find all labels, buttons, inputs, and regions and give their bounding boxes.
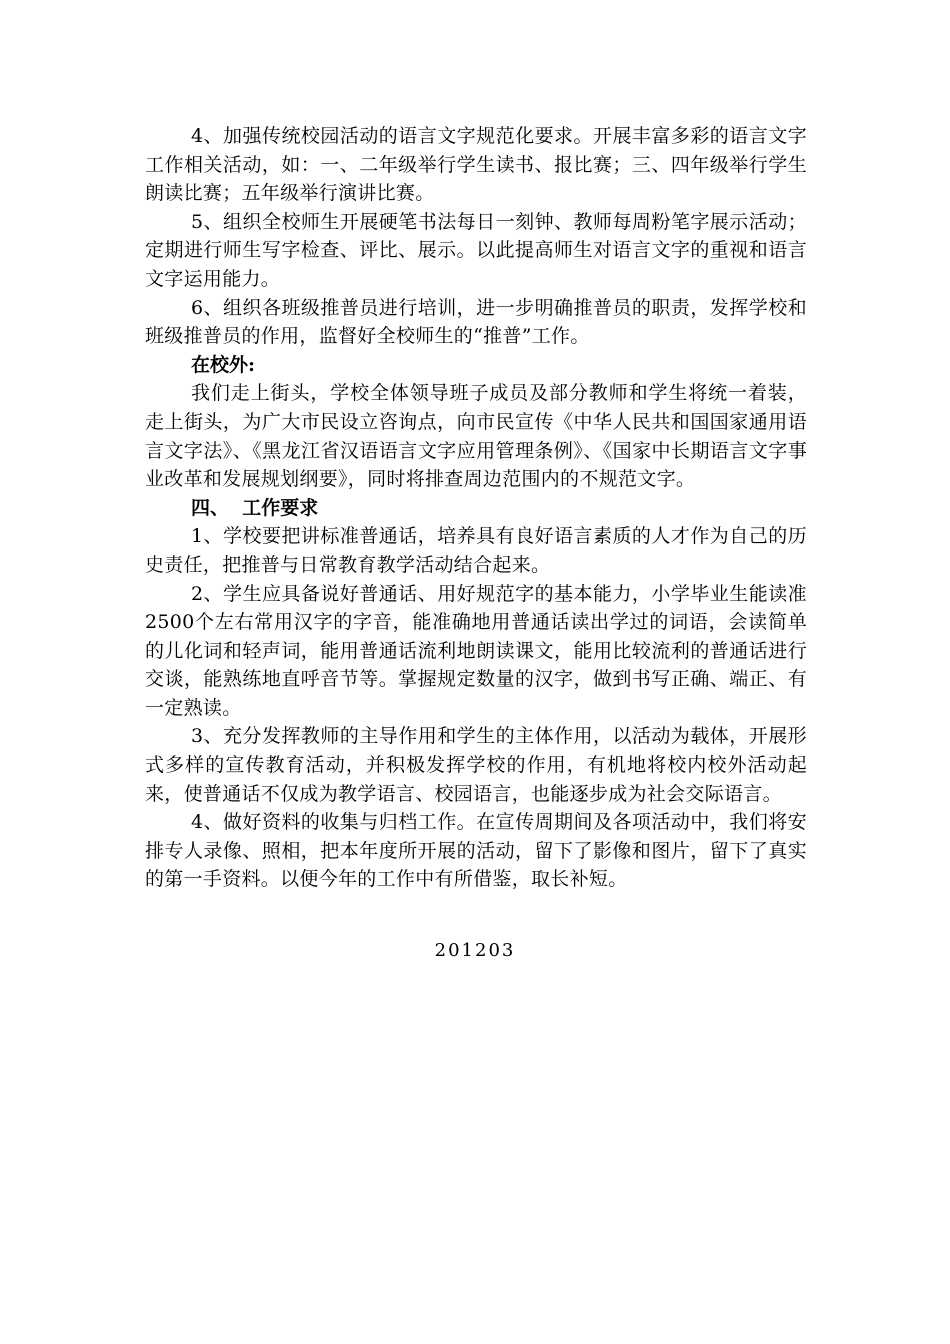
paragraph-item-6: 6、组织各班级推普员进行培训，进一步明确推普员的职责，发挥学校和班级推普员的作用，监督好全校师生的“推普”工作。 bbox=[145, 296, 807, 348]
paragraph-item-5: 5、组织全校师生开展硬笔书法每日一刻钟、教师每周粉笔字展示活动；定期进行师生写字检查、评比、展示。以此提高师生对语言文字的重视和语言文字运用能力。 bbox=[145, 210, 807, 290]
requirement-item-3: 3、充分发挥教师的主导作用和学生的主体作用，以活动为载体，开展形式多样的宣传教育活动，并积极发挥学校的作用，有机地将校内校外活动起来，使普通话不仅成为教学语言、校园语言，也能逐步成为社会交际语言。 bbox=[145, 725, 807, 805]
paragraph-item-4: 4、加强传统校园活动的语言文字规范化要求。开展丰富多彩的语言文字工作相关活动，如：一、二年级举行学生读书、报比赛；三、四年级举行学生朗读比赛；五年级举行演讲比赛。 bbox=[145, 125, 807, 205]
subheading-outside-school: 在校外: bbox=[191, 353, 256, 376]
requirement-item-1: 1、学校要把讲标准普通话，培养具有良好语言素质的人才作为自己的历史责任，把推普与日常教育教学活动结合起来。 bbox=[145, 525, 807, 576]
requirement-item-2: 2、学生应具备说好普通话、用好规范字的基本能力，小学毕业生能读准2500个左右常用汉字的字音，能准确地用普通话读出学过的词语，会读简单的儿化词和轻声词，能用普通话流利地朗读课文，能用比较流利的普通话进行交谈，能熟练地直呼音节等。掌握规定数量的汉字，做到书写正确、端正、有一定熟读。 bbox=[145, 582, 807, 719]
document-body bbox=[145, 122, 807, 894]
paragraph-outside-school: 我们走上街头，学校全体领导班子成员及部分教师和学生将统一着装，走上街头，为广大市民设立咨询点，向市民宣传《中华人民共和国国家通用语言文字法》、《黑龙江省汉语语言文字应用管理条例》、《国家中长期语言文字事业改革和发展规划纲要》，同时将排查周边范围内的不规范文字。 bbox=[145, 382, 807, 491]
requirement-item-4: 4、做好资料的收集与归档工作。在宣传周期间及各项活动中，我们将安排专人录像、照相，把本年度所开展的活动，留下了影像和图片，留下了真实的第一手资料。以便今年的工作中有所借鉴，取长补短。 bbox=[145, 811, 807, 891]
document-date: 201203 bbox=[434, 940, 516, 961]
section-heading-work-requirements: 四、 工作要求 bbox=[191, 496, 319, 519]
